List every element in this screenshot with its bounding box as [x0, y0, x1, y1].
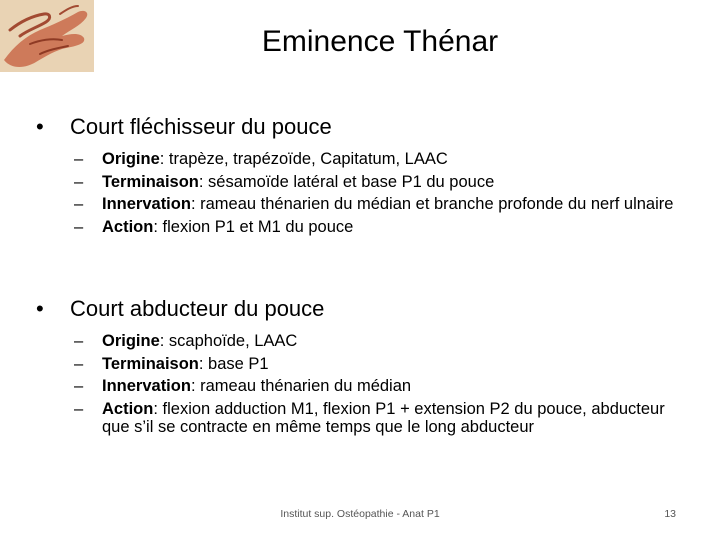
item-label: Terminaison [102, 172, 199, 191]
item-text: : scaphoïde, LAAC [159, 332, 298, 350]
list-item [36, 195, 696, 214]
item-text: : base P1 [198, 354, 269, 373]
dash-icon: – [74, 354, 84, 373]
dash-icon: – [74, 217, 84, 236]
item-label: Action [102, 399, 154, 418]
item-label: Origine [102, 150, 160, 168]
bullet-icon: • [36, 114, 44, 139]
list-item [36, 332, 696, 351]
page-number: 13 [664, 508, 676, 520]
dash-icon: – [74, 150, 84, 168]
section-court-abducteur [36, 296, 696, 437]
list-item [36, 150, 696, 169]
dash-icon: – [74, 377, 84, 396]
list-item [36, 400, 696, 437]
section-heading [36, 114, 696, 140]
item-text: : rameau thénarien du médian [190, 377, 412, 396]
section-court-flechisseur [36, 114, 696, 236]
item-label: Origine [102, 332, 160, 350]
item-text: : rameau thénarien du médian et branche profonde du nerf ulnaire [190, 195, 674, 214]
item-label: Innervation [102, 377, 191, 396]
section-heading-text: Court abducteur du pouce [70, 296, 325, 321]
item-text: : sésamoïde latéral et base P1 du pouce [198, 172, 495, 191]
list-item [36, 218, 696, 237]
sub-list [36, 150, 696, 236]
dash-icon: – [74, 195, 84, 214]
sub-list [36, 332, 696, 437]
footer-text: Institut sup. Ostéopathie - Anat P1 [280, 508, 440, 520]
slide-title: Eminence Thénar [261, 25, 499, 58]
list-item [36, 377, 696, 396]
list-item [36, 173, 696, 192]
dash-icon: – [74, 399, 84, 418]
section-heading-text: Court fléchisseur du pouce [70, 114, 332, 139]
list-item [36, 355, 696, 374]
dash-icon: – [74, 332, 84, 350]
item-label: Innervation [102, 195, 191, 214]
item-text: : trapèze, trapézoïde, Capitatum, LAAC [159, 150, 448, 168]
item-text: : flexion P1 et M1 du pouce [153, 217, 354, 236]
bullet-icon: • [36, 296, 44, 321]
item-label: Terminaison [102, 354, 199, 373]
item-text: : flexion adduction M1, flexion P1 + extension P2 du pouce, abducteur que s’il se contracte en même temps que le long abducteur [102, 399, 665, 437]
section-heading [36, 296, 696, 322]
item-label: Action [102, 217, 154, 236]
dash-icon: – [74, 172, 84, 191]
